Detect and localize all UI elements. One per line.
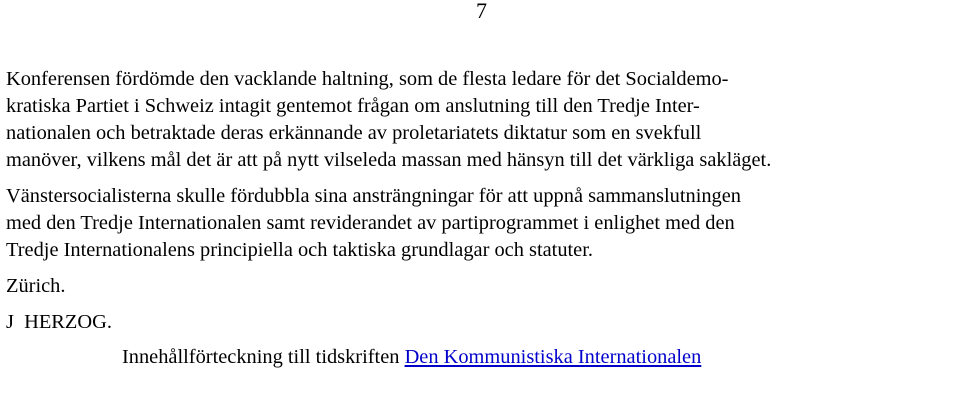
journal-link[interactable]: Den Kommunistiska Internationalen xyxy=(404,346,702,368)
paragraph-left-socialists xyxy=(6,183,956,264)
text-line: Tredje Internationalens principiella och taktiska grundlagar och statuter. xyxy=(6,239,593,261)
footer-line xyxy=(6,344,956,371)
text-line: Vänstersocialisterna skulle fördubbla sina ansträngningar för att uppnå sammanslutningen xyxy=(6,185,741,207)
page-number: 7 xyxy=(476,0,487,23)
text-line: med den Tredje Internationalen samt reviderandet av partiprogrammet i enlighet med den xyxy=(6,212,735,234)
signature: J HERZOG. xyxy=(6,311,112,333)
footer-prefix: Innehållförteckning till tidskriften xyxy=(122,346,405,368)
text-line: manöver, vilkens mål det är att på nytt vilseleda massan med hänsyn till det värkliga sakläget. xyxy=(6,149,772,171)
document-body xyxy=(6,66,956,371)
text-line: Konferensen fördömde den vacklande haltning, som de flesta ledare för det Socialdemo- xyxy=(6,68,729,90)
text-line: nationalen och betraktade deras erkännande av proletariatets diktatur som en svekfull xyxy=(6,122,702,144)
text-line: kratiska Partiet i Schweiz intagit gentemot frågan om anslutning till den Tredje Inter- xyxy=(6,95,700,117)
place-line: Zürich. xyxy=(6,275,66,297)
paragraph-conference xyxy=(6,66,956,174)
